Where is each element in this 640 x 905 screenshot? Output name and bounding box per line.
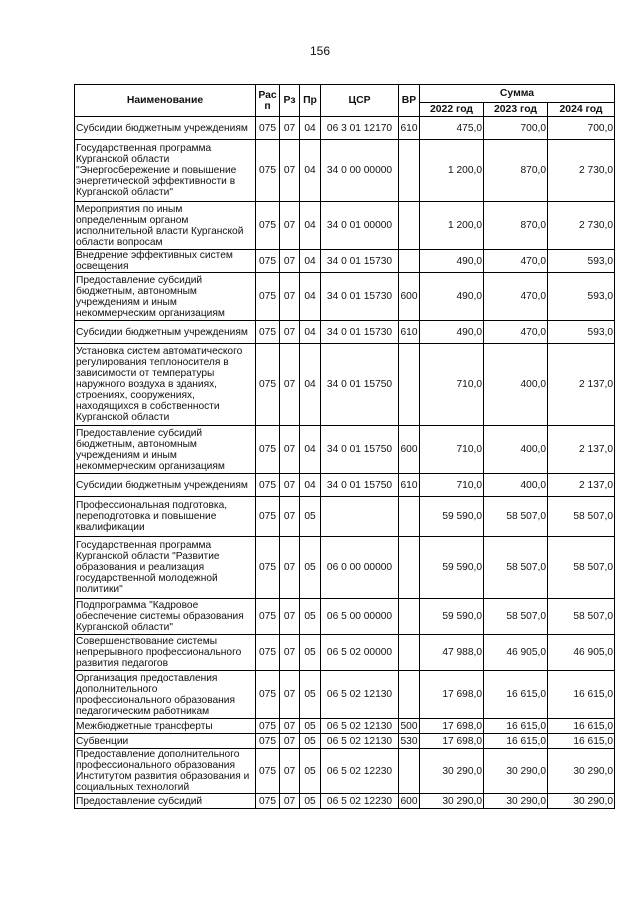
cell-y3: 30 290,0	[548, 794, 615, 809]
cell-name: Внедрение эффективных систем освещения	[75, 250, 256, 273]
cell-y1: 59 590,0	[420, 537, 484, 599]
cell-y2: 58 507,0	[484, 497, 548, 537]
cell-csr: 06 0 00 00000	[321, 537, 399, 599]
cell-vr	[399, 749, 420, 794]
cell-csr: 06 5 02 12130	[321, 734, 399, 749]
cell-rz: 07	[280, 635, 300, 671]
cell-rz: 07	[280, 273, 300, 321]
cell-vr: 600	[399, 273, 420, 321]
cell-y1: 1 200,0	[420, 202, 484, 250]
cell-vr	[399, 671, 420, 719]
cell-y2: 46 905,0	[484, 635, 548, 671]
cell-y2: 16 615,0	[484, 671, 548, 719]
cell-y1: 47 988,0	[420, 635, 484, 671]
cell-y2: 58 507,0	[484, 599, 548, 635]
cell-name: Совершенствование системы непрерывного профессионального развития педагогов	[75, 635, 256, 671]
cell-y3: 2 730,0	[548, 202, 615, 250]
header-ras: Рас п	[256, 85, 280, 117]
cell-ras: 075	[256, 734, 280, 749]
cell-rz: 07	[280, 117, 300, 140]
cell-rz: 07	[280, 599, 300, 635]
header-year-2023: 2023 год	[484, 103, 548, 117]
cell-y3: 16 615,0	[548, 719, 615, 734]
table-row	[75, 140, 615, 202]
cell-y2: 700,0	[484, 117, 548, 140]
cell-name: Субсидии бюджетным учреждениям	[75, 474, 256, 497]
cell-y3: 593,0	[548, 250, 615, 273]
table-row	[75, 202, 615, 250]
cell-ras: 075	[256, 474, 280, 497]
cell-vr: 600	[399, 426, 420, 474]
table-row	[75, 273, 615, 321]
cell-y1: 17 698,0	[420, 734, 484, 749]
cell-pr: 04	[300, 117, 321, 140]
table-row	[75, 474, 615, 497]
table-row	[75, 497, 615, 537]
cell-y1: 30 290,0	[420, 794, 484, 809]
cell-pr: 05	[300, 537, 321, 599]
cell-y3: 16 615,0	[548, 734, 615, 749]
cell-name: Субсидии бюджетным учреждениям	[75, 321, 256, 344]
cell-pr: 04	[300, 321, 321, 344]
cell-csr: 06 5 00 00000	[321, 599, 399, 635]
cell-pr: 04	[300, 273, 321, 321]
cell-y3: 2 730,0	[548, 140, 615, 202]
cell-y2: 400,0	[484, 426, 548, 474]
cell-name: Предоставление субсидий	[75, 794, 256, 809]
cell-name: Мероприятия по иным определенным органом исполнительной власти Курганской области вопросам	[75, 202, 256, 250]
cell-y3: 700,0	[548, 117, 615, 140]
cell-csr: 06 5 02 12230	[321, 749, 399, 794]
cell-ras: 075	[256, 599, 280, 635]
cell-y2: 870,0	[484, 140, 548, 202]
cell-csr: 34 0 01 15750	[321, 344, 399, 426]
cell-name: Установка систем автоматического регулирования теплоносителя в зависимости от температуры наружного воздуха в зданиях, строениях, сооружениях, находящихся в собственности Курганской области	[75, 344, 256, 426]
cell-y1: 490,0	[420, 250, 484, 273]
cell-name: Профессиональная подготовка, переподготовка и повышение квалификации	[75, 497, 256, 537]
cell-y2: 30 290,0	[484, 749, 548, 794]
cell-ras: 075	[256, 794, 280, 809]
table-row	[75, 749, 615, 794]
cell-pr: 05	[300, 749, 321, 794]
cell-name: Предоставление субсидий бюджетным, автономным учреждениям и иным некоммерческим организациям	[75, 273, 256, 321]
cell-y3: 16 615,0	[548, 671, 615, 719]
cell-ras: 075	[256, 497, 280, 537]
cell-name: Государственная программа Курганской области "Развитие образования и реализация государственной молодежной политики"	[75, 537, 256, 599]
cell-pr: 05	[300, 734, 321, 749]
cell-csr: 34 0 01 15750	[321, 426, 399, 474]
cell-vr: 530	[400, 735, 418, 747]
cell-vr	[399, 140, 420, 202]
cell-name: Государственная программа Курганской области "Энергосбережение и повышение энергетической эффективности в Курганской области"	[75, 140, 256, 202]
cell-ras: 075	[256, 202, 280, 250]
cell-vr	[399, 635, 420, 671]
cell-rz: 07	[280, 250, 300, 273]
cell-y3: 58 507,0	[548, 497, 615, 537]
cell-pr: 04	[300, 426, 321, 474]
cell-y3: 58 507,0	[548, 599, 615, 635]
cell-csr: 34 0 00 00000	[321, 140, 399, 202]
cell-vr: 610	[399, 474, 420, 497]
header-sum: Сумма	[420, 85, 615, 103]
cell-rz: 07	[280, 344, 300, 426]
cell-y3: 593,0	[548, 321, 615, 344]
cell-y3: 2 137,0	[548, 426, 615, 474]
table-row	[75, 537, 615, 599]
cell-ras: 075	[256, 719, 280, 734]
cell-vr: 610	[399, 117, 420, 140]
cell-ras: 075	[256, 344, 280, 426]
header-vr: ВР	[399, 85, 420, 117]
cell-y2: 470,0	[484, 250, 548, 273]
cell-y1: 490,0	[420, 321, 484, 344]
cell-name: Подпрограмма "Кадровое обеспечение системы образования Курганской области"	[75, 599, 256, 635]
budget-table	[74, 84, 615, 809]
cell-y2: 58 507,0	[484, 537, 548, 599]
cell-rz: 07	[280, 140, 300, 202]
cell-rz: 07	[280, 537, 300, 599]
header-year-2024: 2024 год	[548, 103, 615, 117]
cell-y2: 470,0	[484, 273, 548, 321]
cell-csr: 06 5 02 12130	[321, 719, 399, 734]
header-csr: ЦСР	[321, 85, 399, 117]
table-row	[75, 344, 615, 426]
cell-ras: 075	[256, 117, 280, 140]
cell-ras: 075	[256, 635, 280, 671]
cell-vr: 610	[399, 321, 420, 344]
cell-y1: 1 200,0	[420, 140, 484, 202]
header-pr: Пр	[300, 85, 321, 117]
table-row	[75, 426, 615, 474]
cell-ras: 075	[256, 140, 280, 202]
cell-csr: 34 0 01 15730	[321, 250, 399, 273]
cell-csr: 34 0 01 15730	[321, 273, 399, 321]
cell-y1: 59 590,0	[420, 497, 484, 537]
cell-pr: 05	[300, 635, 321, 671]
cell-rz: 07	[280, 202, 300, 250]
cell-y1: 490,0	[420, 273, 484, 321]
cell-csr: 34 0 01 15730	[321, 321, 399, 344]
cell-csr: 06 3 01 12170	[321, 117, 399, 140]
cell-pr: 05	[300, 497, 321, 537]
cell-y1: 59 590,0	[420, 599, 484, 635]
cell-ras: 075	[256, 749, 280, 794]
cell-ras: 075	[256, 537, 280, 599]
cell-name: Организация предоставления дополнительного профессионального образования педагогическим работникам	[75, 671, 256, 719]
cell-rz: 07	[280, 734, 300, 749]
table-row	[75, 734, 615, 749]
cell-vr	[399, 250, 420, 273]
cell-ras: 075	[256, 426, 280, 474]
cell-name: Субвенции	[75, 734, 256, 749]
cell-y3: 46 905,0	[548, 635, 615, 671]
cell-rz: 07	[280, 794, 300, 809]
cell-csr: 06 5 02 00000	[321, 635, 399, 671]
cell-y2: 16 615,0	[484, 734, 548, 749]
cell-y3: 593,0	[548, 273, 615, 321]
cell-ras: 075	[256, 250, 280, 273]
cell-y1: 710,0	[420, 474, 484, 497]
cell-pr: 04	[300, 474, 321, 497]
cell-vr	[399, 497, 420, 537]
cell-pr: 04	[300, 250, 321, 273]
table-row	[75, 635, 615, 671]
cell-name: Предоставление дополнительного профессионального образования Институтом развития образования и социальных технологий	[75, 749, 256, 794]
cell-csr: 34 0 01 15750	[321, 474, 399, 497]
cell-rz: 07	[280, 749, 300, 794]
cell-pr: 04	[300, 140, 321, 202]
cell-vr	[399, 202, 420, 250]
cell-pr: 05	[300, 794, 321, 809]
cell-rz: 07	[280, 671, 300, 719]
table-row	[75, 250, 615, 273]
cell-name: Межбюджетные трансферты	[75, 719, 256, 734]
header-name: Наименование	[75, 85, 256, 117]
cell-vr	[399, 537, 420, 599]
cell-y1: 475,0	[420, 117, 484, 140]
cell-y3: 58 507,0	[548, 537, 615, 599]
cell-y2: 470,0	[484, 321, 548, 344]
cell-csr: 34 0 01 00000	[321, 202, 399, 250]
cell-rz: 07	[280, 474, 300, 497]
cell-rz: 07	[280, 321, 300, 344]
cell-pr: 05	[300, 671, 321, 719]
cell-rz: 07	[280, 719, 300, 734]
cell-csr	[321, 497, 399, 537]
cell-vr: 600	[400, 795, 418, 807]
cell-y2: 30 290,0	[484, 794, 548, 809]
table-row	[75, 794, 615, 809]
cell-y2: 400,0	[484, 344, 548, 426]
header-rz: Рз	[280, 85, 300, 117]
cell-name: Субсидии бюджетным учреждениям	[75, 117, 256, 140]
cell-pr: 04	[300, 344, 321, 426]
cell-rz: 07	[280, 426, 300, 474]
cell-pr: 05	[300, 599, 321, 635]
cell-vr	[399, 599, 420, 635]
cell-y1: 710,0	[420, 344, 484, 426]
cell-csr: 06 5 02 12230	[321, 794, 399, 809]
table-row	[75, 719, 615, 734]
cell-pr: 04	[300, 202, 321, 250]
header-year-2022: 2022 год	[420, 103, 484, 117]
cell-y1: 17 698,0	[420, 671, 484, 719]
cell-vr	[399, 344, 420, 426]
cell-y2: 870,0	[484, 202, 548, 250]
cell-y1: 710,0	[420, 426, 484, 474]
table-row	[75, 117, 615, 140]
cell-y2: 16 615,0	[484, 719, 548, 734]
cell-vr: 500	[400, 720, 418, 732]
cell-y3: 30 290,0	[548, 749, 615, 794]
cell-ras: 075	[256, 273, 280, 321]
cell-name: Предоставление субсидий бюджетным, автономным учреждениям и иным некоммерческим организациям	[75, 426, 256, 474]
cell-pr: 05	[300, 719, 321, 734]
cell-rz: 07	[280, 497, 300, 537]
table-row	[75, 321, 615, 344]
cell-y3: 2 137,0	[548, 344, 615, 426]
table-row	[75, 671, 615, 719]
cell-y3: 2 137,0	[548, 474, 615, 497]
table-row	[75, 599, 615, 635]
cell-y2: 400,0	[484, 474, 548, 497]
cell-ras: 075	[256, 321, 280, 344]
page-number: 156	[309, 44, 331, 58]
cell-ras: 075	[256, 671, 280, 719]
cell-y1: 30 290,0	[420, 749, 484, 794]
cell-csr: 06 5 02 12130	[321, 671, 399, 719]
table-body	[75, 117, 615, 809]
cell-y1: 17 698,0	[420, 719, 484, 734]
